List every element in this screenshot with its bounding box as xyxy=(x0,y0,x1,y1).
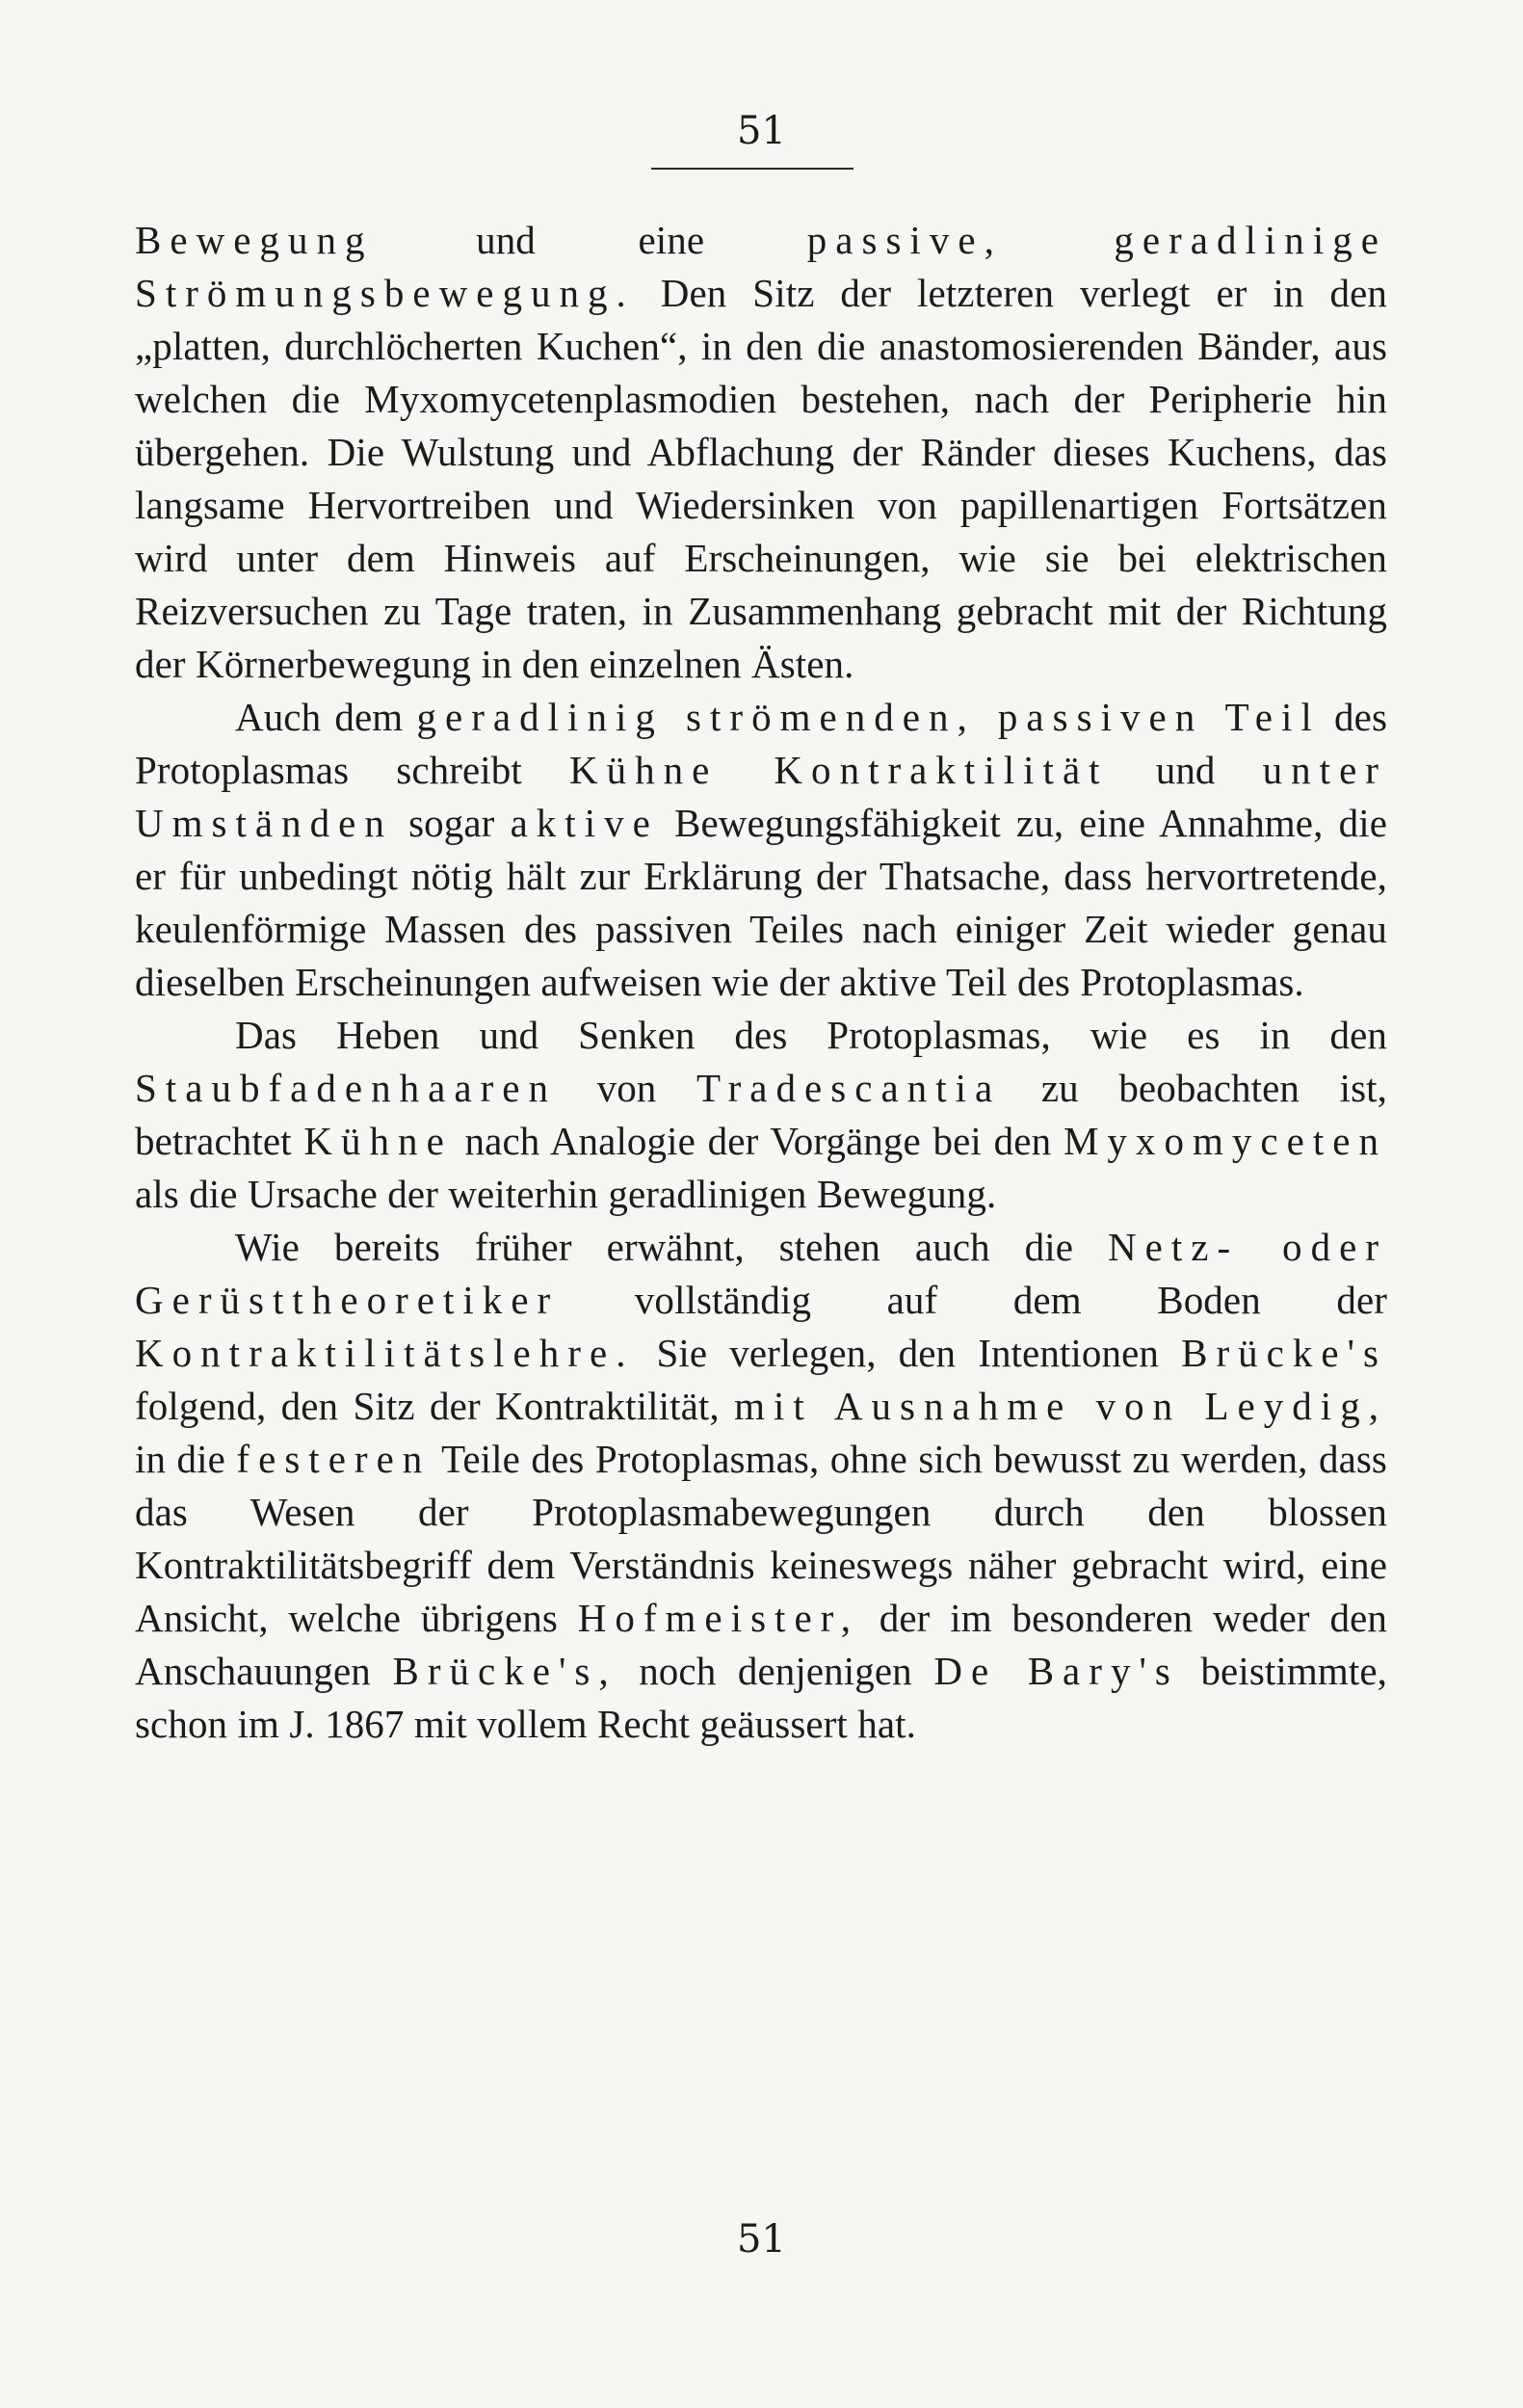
text-run: Das Heben und Senken des Protoplasmas, wie es in den xyxy=(235,1013,1387,1057)
spaced-emphasis-text: unter Umständen xyxy=(135,748,1387,845)
page-number-top: 51 xyxy=(737,109,786,153)
spaced-emphasis-text: Myxomyceten xyxy=(1063,1119,1387,1163)
spaced-emphasis-text: Kontraktilitätslehre. xyxy=(135,1331,635,1375)
spaced-emphasis-text: festeren xyxy=(236,1437,432,1481)
text-run: noch denjenigen xyxy=(617,1649,934,1693)
spaced-emphasis-text: De Bary's xyxy=(933,1649,1179,1693)
text-run: folgend, den Sitz der Kontraktilität, xyxy=(135,1384,735,1428)
text-run: Den Sitz der letzteren verlegt er in den „platten, durchlöcherten Kuchen“, in den die anastomosierenden Bänder, aus welchen die Myxomycetenplasmodien bestehen, nach der Peripherie hin übergehen. Die Wulstung und Abflachung der Ränder dieses Kuchens, das langsame Hervortreiben und Wiedersinken von papillenartigen Fortsätzen wird unter dem Hinweis auf Erscheinungen, wie sie bei elektrischen Reizversuchen zu Tage traten, in Zusammenhang gebracht mit der Richtung der Körnerbewegung in den einzelnen Ästen. xyxy=(135,271,1387,686)
text-run: vollständig auf dem Boden der xyxy=(559,1278,1387,1322)
text-run: des Protoplasmas schreibt xyxy=(135,695,1388,792)
spaced-emphasis-text: geradlinig strömenden, passiven Teil xyxy=(416,695,1321,739)
text-run: und xyxy=(1108,748,1263,792)
text-run: beistimmte, schon im J. 1867 mit vollem Recht geäussert hat. xyxy=(135,1649,1387,1746)
paragraph xyxy=(135,214,1387,691)
text-run: Teile des Protoplasmas, ohne sich bewusst zu werden, dass das Wesen der Protoplasmabewegungen durch den blossen Kontraktilitätsbegriff dem Verständnis keineswegs näher gebracht wird, eine Ansicht, welche übrigens xyxy=(135,1437,1387,1640)
spaced-emphasis-text: Kühne xyxy=(303,1119,453,1163)
header-rule xyxy=(651,168,853,170)
text-run: von xyxy=(557,1066,697,1110)
text-run: als die Ursache der weiterhin geradlinigen Bewegung. xyxy=(135,1172,997,1216)
text-run: Sie verlegen, den Intentionen xyxy=(634,1331,1182,1375)
text-run: Auch dem xyxy=(235,695,417,739)
paragraph xyxy=(135,1009,1387,1221)
spaced-emphasis-text: passive, geradlinige Strömungsbewegung. xyxy=(135,218,1387,315)
spaced-emphasis-text: Netz- oder Gerüsttheoretiker xyxy=(135,1225,1387,1322)
spaced-emphasis-text: Brücke's, xyxy=(392,1649,617,1693)
text-run: zu beobachten ist, betrachtet xyxy=(135,1066,1387,1163)
text-run: der im besonderen weder den Anschauungen xyxy=(135,1596,1387,1693)
spaced-emphasis-text: mit Ausnahme von Leydig, xyxy=(734,1384,1387,1428)
spaced-emphasis-text: Hofmeister, xyxy=(577,1596,859,1640)
text-run: Wie bereits früher erwähnt, stehen auch die xyxy=(235,1225,1109,1269)
spaced-emphasis-text: Brücke's xyxy=(1181,1331,1387,1375)
paragraph xyxy=(135,691,1387,1009)
text-run: nach Analogie der Vorgänge bei den xyxy=(452,1119,1063,1163)
spaced-emphasis-text: Bewegung xyxy=(135,218,374,262)
text-run: Bewegungsfähigkeit zu, eine Annahme, die er für unbedingt nötig hält zur Erklärung der Thatsache, dass hervortretende, keulenförmige Massen des passiven Teiles nach einiger Zeit wieder genau dieselben Erscheinungen aufweisen wie der aktive Teil des Protoplasmas. xyxy=(135,801,1387,1004)
text-run: sogar xyxy=(392,801,511,845)
spaced-emphasis-text: aktive xyxy=(510,801,659,845)
spaced-emphasis-text: Staubfadenhaaren xyxy=(135,1066,558,1110)
spaced-emphasis-text: Kühne Kontraktilität xyxy=(568,748,1109,792)
text-run: und eine xyxy=(373,218,807,262)
spaced-emphasis-text: Tradescantia xyxy=(696,1066,1002,1110)
page-number-bottom: 51 xyxy=(737,2217,786,2262)
paragraph xyxy=(135,1221,1387,1751)
body-text xyxy=(135,214,1387,1751)
text-run: in die xyxy=(135,1437,237,1481)
